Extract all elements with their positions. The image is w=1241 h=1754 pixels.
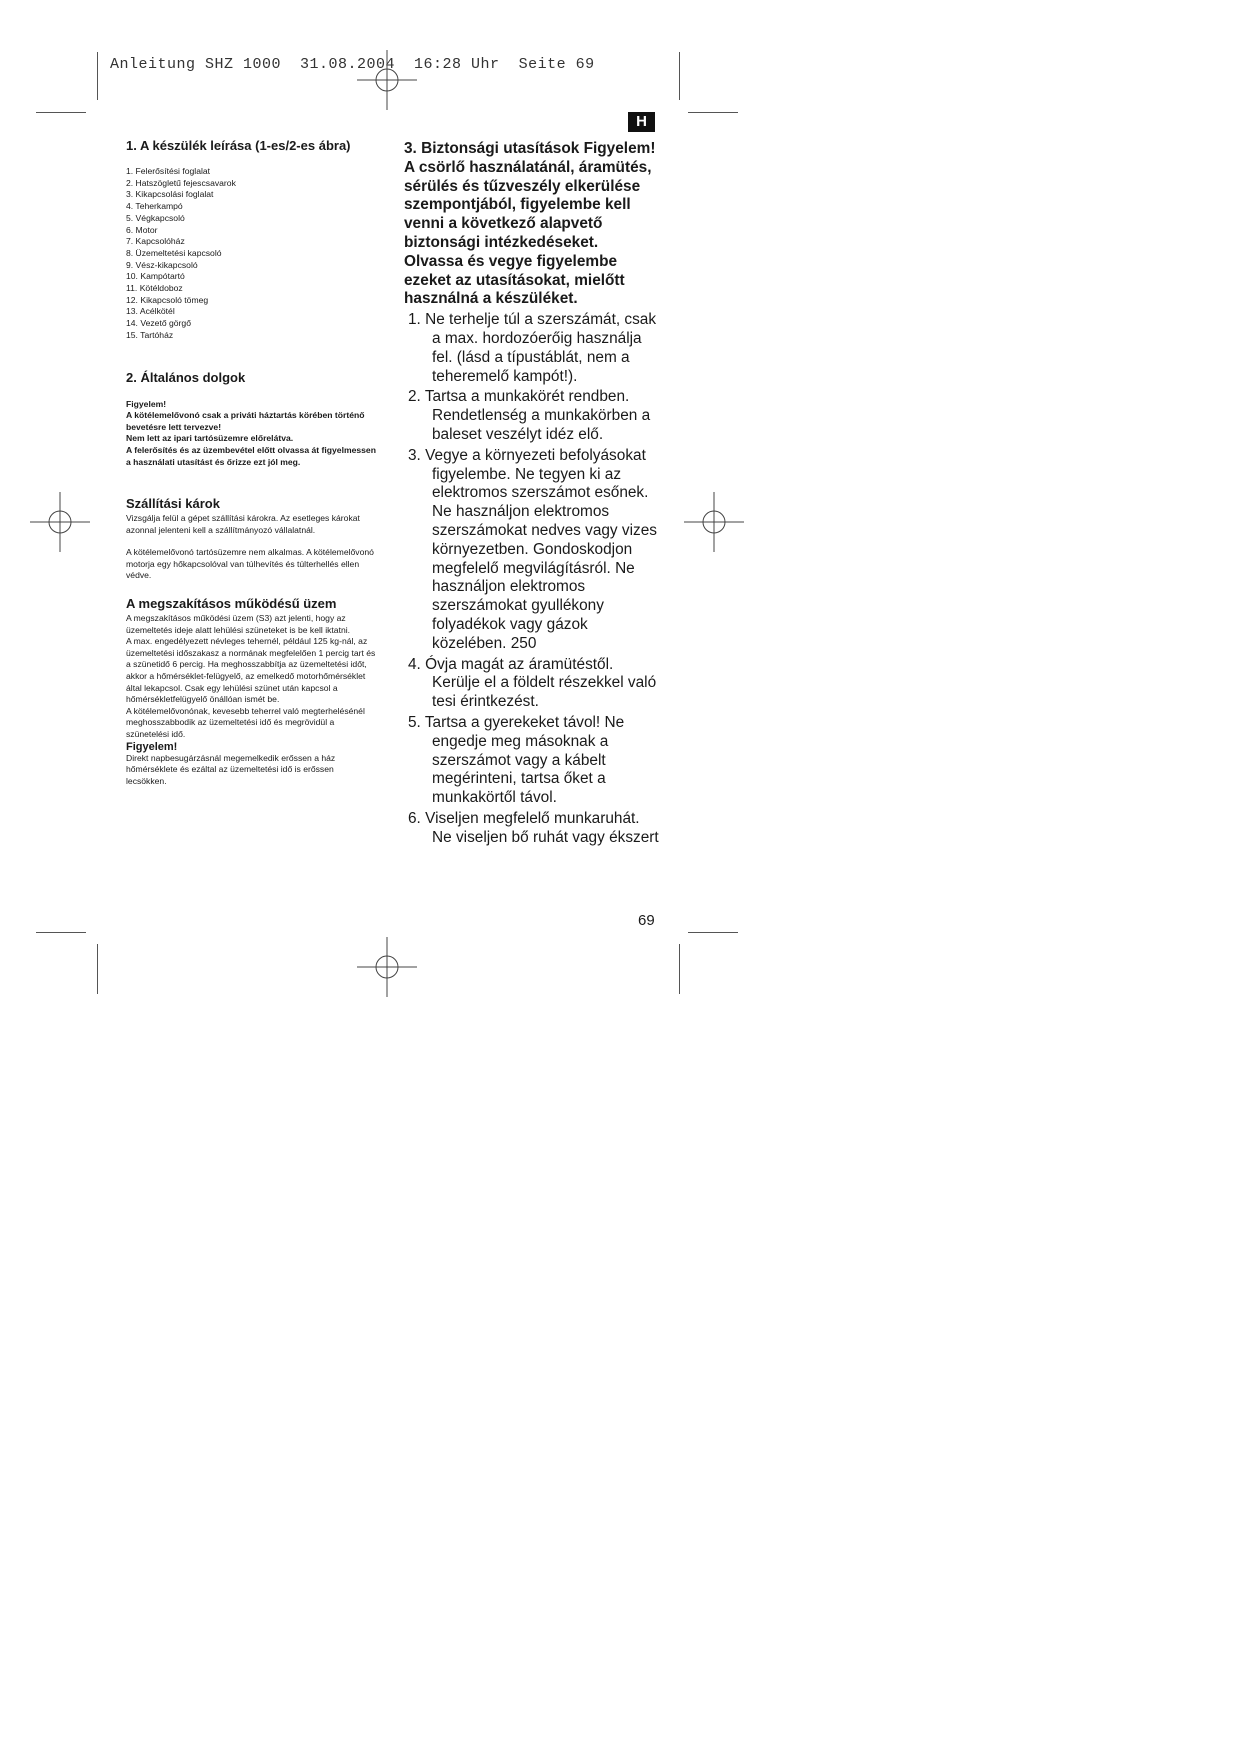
list-item: 8. Üzemeltetési kapcsoló [126,247,222,258]
warning-text: A felerősítés és az üzembevétel előtt olvassa át figyelmessen a használati utasítást és őrizze ezt jól meg. [126,444,376,467]
list-item: 15. Tartóház [126,329,174,340]
section-title-transport: Szállítási károk [126,496,220,512]
list-item: 4. Teherkampó [126,201,183,212]
paragraph: Direkt napbesugárzásnál megemelkedik erőssen a ház hőmérséklete és ezáltal az üzemeltetési idő is erőssen lecsökken. [126,752,336,786]
section-title-general: 2. Általános dolgok [126,369,246,385]
crop-mark [688,112,738,113]
section-title-intermittent: A megszakításos működésű üzem [126,596,337,612]
warning-text: Nem lett az ipari tartósüzemre előrelátva. [126,433,294,444]
crop-mark [97,52,98,100]
print-header: Anleitung SHZ 1000 31.08.2004 16:28 Uhr Seite 69 [110,56,595,73]
list-item: 5. Tartsa a gyerekeket távol! Ne engedje meg másoknak a szerszámot vagy a kábelt megérinteni, tartsa őket a munkakörtől távol. [408,713,625,807]
list-item: 10. Kampótartó [126,271,185,282]
registration-mark-left [30,492,90,552]
list-item: 4. Óvja magát az áramütéstől. Kerülje el a földelt részekkel való tesi érintkezést. [408,655,657,711]
warning-label: Figyelem! [126,398,167,409]
parts-list [126,166,376,342]
paragraph: A kötélemelővonónak, kevesebb teherrel való megterhelésénél meghosszabbodik az üzemeltetési idő és megrövidül a szünetelési idő. [126,705,365,740]
list-item: 5. Végkapcsoló [126,212,185,223]
list-item: 9. Vész-kikapcsoló [126,259,198,270]
language-badge: H [628,112,655,132]
list-item: 2. Hatszögletű fejescsavarok [126,177,236,188]
safety-heading: 3. Biztonsági utasítások Figyelem! A csörlő használatánál, áramütés, sérülés és tűzveszély elkerülése szempontjából, figyelembe kell venni a következő alapvető biztonsági intézkedéseket. Olvassa és vegye figyelembe ezeket az utasításokat, mielőtt használná a készüléket. [404,140,656,308]
crop-mark [679,944,680,994]
crop-mark [679,52,680,100]
crop-mark [36,932,86,933]
list-item: 7. Kapcsolóház [126,236,185,247]
list-item: 2. Tartsa a munkakörét rendben. Rendetlenség a munkakörben a baleset veszélyt idéz elő. [408,388,651,443]
list-item: 3. Vegye a környezeti befolyásokat figyelembe. Ne tegyen ki az elektromos szerszámot esőnek. Ne használjon elektromos szerszámokat nedves vagy vizes környezetben. Gondoskodjon megfelelő megvilágításról. Ne használjon elektromos szerszámokat gyullékony folyadékok vagy gázok közelében. 250 [408,446,657,652]
paragraph: A max. engedélyezett névleges tehernél, például 125 kg-nál, az üzemeltetési időszakasz a normának megfelelően 1 percig tart és a szünetidő 6 percig. Ha meghosszabbítja az üzemeltetési időt, akkor a hőmérséklet-felügyelő, az emelkedő motorhőmérséklet által lekapcsol. Csak egy lehülési szünet után kapcsol a hőmérsékletfelügyelő önállóan ismét be. [126,636,376,705]
page-number: 69 [638,912,655,929]
safety-rules-list [404,311,660,847]
paragraph: Vizsgálja felül a gépet szállítási károkra. Az esetleges károkat azonnal jelenteni kell a szállítmányozó vállalatnál. [126,513,360,535]
section-title-description: 1. A készülék leírása (1-es/2-es ábra) [126,138,351,153]
left-column [126,138,376,787]
registration-mark-bottom [357,937,417,997]
warning-text: A kötélemelővonó csak a priváti háztartás körében történő bevetésre lett tervezve! [126,410,365,432]
list-item: 12. Kikapcsoló tömeg [126,294,209,305]
crop-mark [97,944,98,994]
list-item: 14. Vezető görgő [126,318,191,329]
list-item: 6. Motor [126,224,158,235]
right-column [404,140,660,849]
list-item: 1. Ne terhelje túl a szerszámát, csak a max. hordozóerőig használja fel. (lásd a típustáblát, nem a teheremelő kampót!). [408,311,657,385]
list-item: 1. Felerősítési foglalat [126,166,211,176]
registration-mark-right [684,492,744,552]
list-item: 6. Viseljen megfelelő munkaruhát. Ne viseljen bő ruhát vagy ékszert [408,809,659,846]
list-item: 3. Kikapcsolási foglalat [126,189,214,200]
crop-mark [36,112,86,113]
registration-mark-top [357,50,417,110]
paragraph: A megszakításos működési üzem (S3) azt jelenti, hogy az üzemeltetés ideje alatt lehülési szüneteket is be kell iktatni. [126,613,351,635]
crop-mark [688,932,738,933]
paragraph: A kötélemelővonó tartósüzemre nem alkalmas. A kötélemelővonó motorja egy hőkapcsolóval van túlhevítés és túlterhellés ellen védve. [126,547,374,581]
warning-label: Figyelem! [126,740,178,753]
list-item: 11. Kötéldoboz [126,283,183,294]
list-item: 13. Acélkötél [126,306,175,317]
